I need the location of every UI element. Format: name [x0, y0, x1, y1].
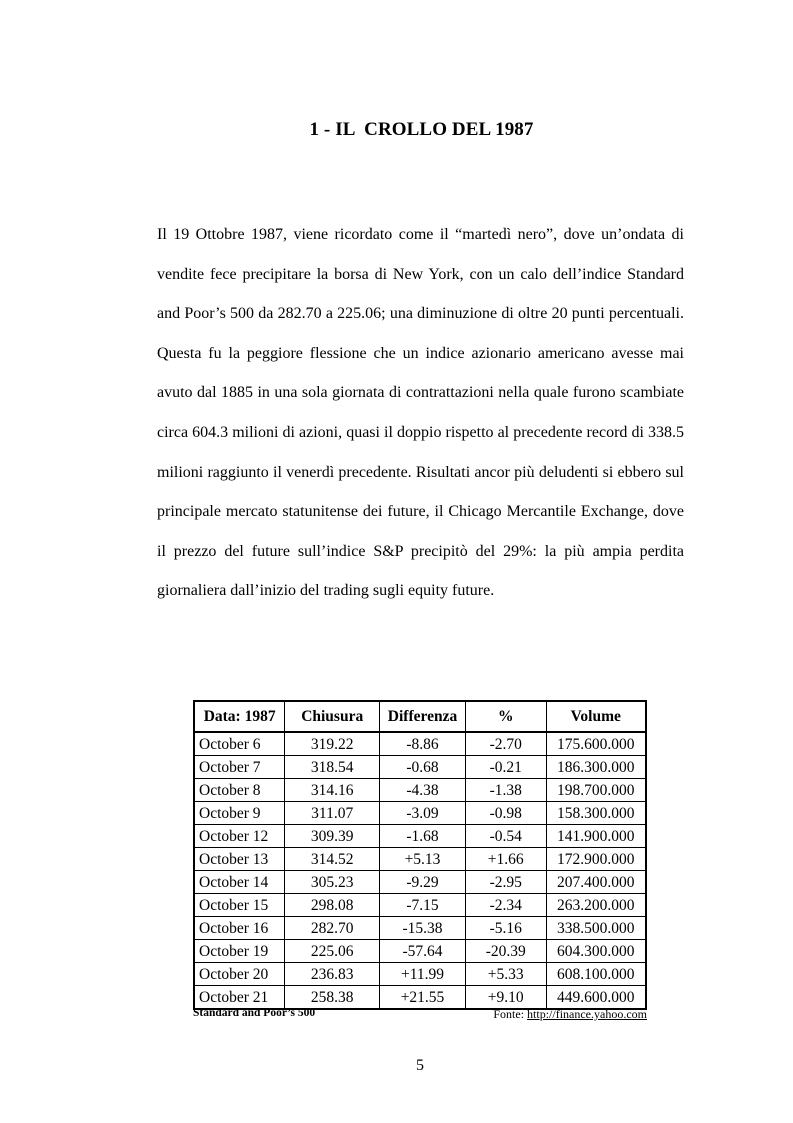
source-label: Fonte: [493, 1007, 528, 1021]
cell-pct: -20.39 [465, 940, 546, 963]
source-link[interactable]: http://finance.yahoo.com [527, 1007, 647, 1021]
cell-date: October 7 [194, 756, 285, 779]
table-row [194, 871, 646, 894]
cell-date: October 6 [194, 732, 285, 756]
cell-volume: 338.500.000 [546, 917, 646, 940]
cell-diff: -1.68 [380, 825, 466, 848]
cell-close: 319.22 [285, 732, 380, 756]
table-row [194, 848, 646, 871]
cell-date: October 12 [194, 825, 285, 848]
cell-pct: -1.38 [465, 779, 546, 802]
cell-pct: +1.66 [465, 848, 546, 871]
table-row [194, 963, 646, 986]
cell-diff: -9.29 [380, 871, 466, 894]
cell-volume: 172.900.000 [546, 848, 646, 871]
table-source [493, 1007, 647, 1022]
header-pct: % [465, 701, 546, 732]
cell-volume: 158.300.000 [546, 802, 646, 825]
cell-date: October 8 [194, 779, 285, 802]
cell-volume: 207.400.000 [546, 871, 646, 894]
cell-diff: -15.38 [380, 917, 466, 940]
cell-close: 258.38 [285, 986, 380, 1010]
cell-diff: -57.64 [380, 940, 466, 963]
header-volume: Volume [546, 701, 646, 732]
cell-close: 311.07 [285, 802, 380, 825]
cell-diff: -7.15 [380, 894, 466, 917]
table-row [194, 894, 646, 917]
cell-volume: 604.300.000 [546, 940, 646, 963]
sp500-data-table [193, 700, 647, 1010]
cell-pct: -2.70 [465, 732, 546, 756]
cell-diff: -0.68 [380, 756, 466, 779]
table-row [194, 802, 646, 825]
table-row [194, 917, 646, 940]
cell-diff: +11.99 [380, 963, 466, 986]
table-row [194, 756, 646, 779]
cell-volume: 175.600.000 [546, 732, 646, 756]
cell-date: October 21 [194, 986, 285, 1010]
cell-close: 298.08 [285, 894, 380, 917]
cell-volume: 198.700.000 [546, 779, 646, 802]
cell-close: 314.16 [285, 779, 380, 802]
cell-date: October 15 [194, 894, 285, 917]
cell-diff: +5.13 [380, 848, 466, 871]
cell-pct: -5.16 [465, 917, 546, 940]
header-close: Chiusura [285, 701, 380, 732]
cell-date: October 9 [194, 802, 285, 825]
page-number: 5 [416, 1057, 424, 1074]
cell-diff: -3.09 [380, 802, 466, 825]
cell-diff: +21.55 [380, 986, 466, 1010]
cell-close: 314.52 [285, 848, 380, 871]
cell-date: October 19 [194, 940, 285, 963]
cell-pct: +9.10 [465, 986, 546, 1010]
table-row [194, 940, 646, 963]
table-header-row [194, 701, 646, 732]
cell-date: October 13 [194, 848, 285, 871]
cell-close: 282.70 [285, 917, 380, 940]
cell-pct: -0.54 [465, 825, 546, 848]
header-date: Data: 1987 [194, 701, 285, 732]
cell-diff: -8.86 [380, 732, 466, 756]
cell-close: 309.39 [285, 825, 380, 848]
cell-volume: 186.300.000 [546, 756, 646, 779]
header-diff: Differenza [380, 701, 466, 732]
table-row [194, 825, 646, 848]
cell-volume: 449.600.000 [546, 986, 646, 1010]
table-row [194, 779, 646, 802]
cell-pct: -0.98 [465, 802, 546, 825]
table-row [194, 986, 646, 1010]
page-title: 1 - IL CROLLO DEL 1987 [309, 119, 534, 140]
table-row [194, 732, 646, 756]
cell-diff: -4.38 [380, 779, 466, 802]
cell-date: October 14 [194, 871, 285, 894]
cell-volume: 141.900.000 [546, 825, 646, 848]
cell-pct: -2.95 [465, 871, 546, 894]
cell-close: 305.23 [285, 871, 380, 894]
cell-date: October 16 [194, 917, 285, 940]
cell-volume: 608.100.000 [546, 963, 646, 986]
table-caption: Standard and Poor’s 500 [193, 1007, 316, 1019]
cell-close: 236.83 [285, 963, 380, 986]
cell-pct: +5.33 [465, 963, 546, 986]
cell-close: 225.06 [285, 940, 380, 963]
body-paragraph: Il 19 Ottobre 1987, viene ricordato come il “martedì nero”, dove un’ondata di vendite fece precipitare la borsa di New York, con un calo dell’indice Standard and Poor’s 500 da 282.70 a 225.06; una diminuzione di oltre 20 punti percentuali. Questa fu la peggiore flessione che un indice azionario americano avesse mai avuto dal 1885 in una sola giornata di contrattazioni nella quale furono scambiate circa 604.3 milioni di azioni, quasi il doppio rispetto al precedente record di 338.5 milioni raggiunto il venerdì precedente. Risultati ancor più deludenti si ebbero sul principale mercato statunitense dei future, il Chicago Mercantile Exchange, dove il prezzo del future sull’indice S&P precipitò del 29%: la più ampia perdita giornaliera dall’inizio del trading sugli equity future. [157, 226, 684, 600]
cell-close: 318.54 [285, 756, 380, 779]
cell-pct: -0.21 [465, 756, 546, 779]
cell-volume: 263.200.000 [546, 894, 646, 917]
cell-date: October 20 [194, 963, 285, 986]
cell-pct: -2.34 [465, 894, 546, 917]
